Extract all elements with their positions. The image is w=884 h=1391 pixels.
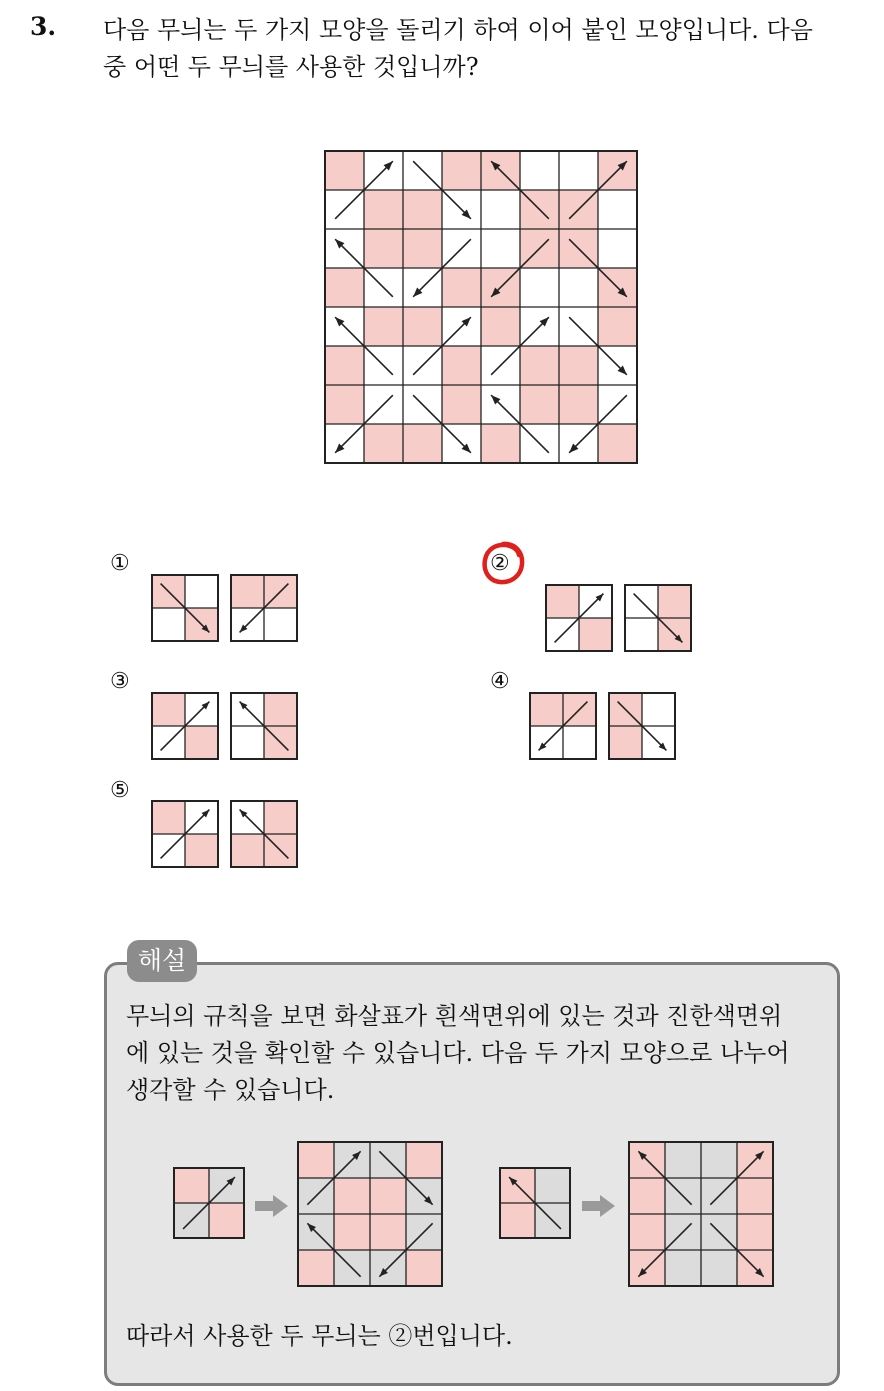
question-number: 3. <box>30 12 57 41</box>
question-line-1: 다음 무늬는 두 가지 모양을 돌리기 하여 이어 붙인 모양입니다. 다음 <box>103 16 813 44</box>
option-1-tile-b[interactable] <box>229 573 299 643</box>
explanation-line-2: 에 있는 것을 확인할 수 있습니다. 다음 두 가지 모양으로 나누어 <box>126 1039 790 1067</box>
explanation-tile-1 <box>172 1166 246 1240</box>
option-3-tile-a[interactable] <box>150 691 220 761</box>
question-line-2: 중 어떤 두 무늬를 사용한 것입니까? <box>103 53 479 81</box>
option-5-tile-a[interactable] <box>150 799 220 869</box>
question-text <box>103 12 868 86</box>
option-4-tile-b[interactable] <box>607 691 677 761</box>
option-2-tile-b[interactable] <box>623 583 693 653</box>
option-1-label[interactable]: ① <box>110 551 130 576</box>
option-3-tile-b[interactable] <box>229 691 299 761</box>
right-arrow-icon <box>582 1194 616 1218</box>
explanation-line-3: 생각할 수 있습니다. <box>126 1076 335 1104</box>
option-4-tile-a[interactable] <box>528 691 598 761</box>
option-2-label[interactable]: ② <box>490 551 510 576</box>
explanation-pattern-1 <box>297 1141 443 1287</box>
option-3-label[interactable]: ③ <box>110 669 130 694</box>
option-4-label[interactable]: ④ <box>490 669 510 694</box>
explanation-pattern-2 <box>628 1141 774 1287</box>
option-5-tile-b[interactable] <box>229 799 299 869</box>
explanation-conclusion: 따라서 사용한 두 무늬는 ②번입니다. <box>126 1322 513 1350</box>
explanation-tag: 해설 <box>127 940 197 982</box>
explanation-text <box>126 998 836 1109</box>
option-1-tile-a[interactable] <box>150 573 220 643</box>
option-5-label[interactable]: ⑤ <box>110 778 130 803</box>
option-2-tile-a[interactable] <box>544 583 614 653</box>
main-pattern-grid <box>324 150 638 464</box>
explanation-tile-2 <box>498 1166 572 1240</box>
right-arrow-icon <box>255 1194 289 1218</box>
explanation-line-1: 무늬의 규칙을 보면 화살표가 흰색면위에 있는 것과 진한색면위 <box>126 1002 783 1030</box>
